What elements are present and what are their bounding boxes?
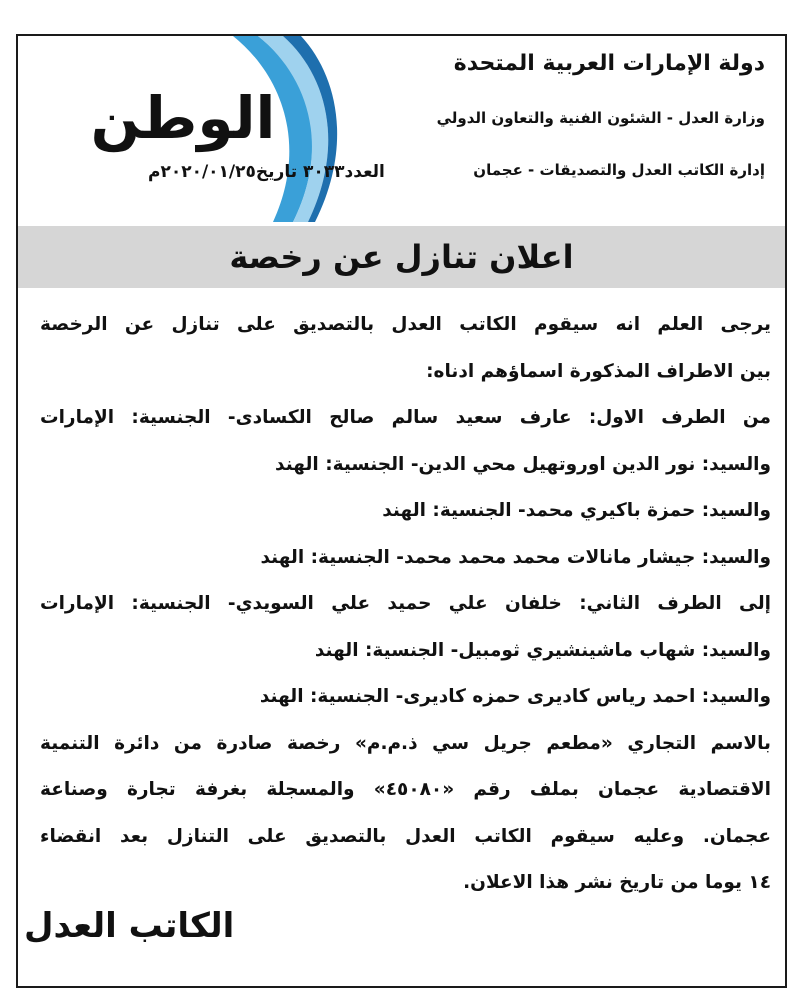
body-line: والسيد: احمد رياس كاديرى حمزه كاديرى- الجنسية: الهند — [259, 686, 771, 707]
body-line: بالاسم التجاري «مطعم جريل سي ذ.م.م» رخصة صادرة من دائرة التنمية — [40, 732, 771, 754]
body-line: والسيد: نور الدين اوروتهيل محي الدين- الجنسية: الهند — [275, 453, 771, 475]
body-line: بين الاطراف المذكورة اسماؤهم ادناه: — [426, 360, 771, 382]
issuer-header — [365, 44, 765, 182]
signature-notary: الكاتب العدل — [24, 906, 235, 946]
newspaper-name: الوطن — [90, 84, 276, 152]
body-line: من الطرف الاول: عارف سعيد سالم صالح الكسادى- الجنسية: الإمارات — [40, 407, 771, 428]
issue-number-date: العدد٣٠٣٣ تاريخ٢٠٢٠/٠١/٢٥م — [148, 162, 385, 182]
body-line: عجمان. وعليه سيقوم الكاتب العدل بالتصديق على التنازل بعد انقضاء — [40, 825, 771, 847]
body-line: والسيد: حمزة باكيري محمد- الجنسية: الهند — [382, 500, 771, 521]
department-name: إدارة الكاتب العدل والتصديقات - عجمان — [473, 161, 765, 179]
body-line: والسيد: جيشار مانالات محمد محمد محمد- الجنسية: الهند — [260, 546, 771, 568]
body-line: والسيد: شهاب ماشينشيري ثومبيل- الجنسية: الهند — [314, 639, 771, 661]
notice-title: اعلان تنازل عن رخصة — [229, 238, 574, 276]
body-line: إلى الطرف الثاني: خلفان علي حميد علي السويدي- الجنسية: الإمارات — [40, 593, 771, 614]
country-name: دولة الإمارات العربية المتحدة — [453, 51, 765, 76]
notice-frame — [16, 34, 787, 988]
notice-body — [40, 302, 771, 907]
body-line: يرجى العلم انه سيقوم الكاتب العدل بالتصديق على تنازل عن الرخصة — [40, 314, 771, 335]
body-line: ١٤ يوما من تاريخ نشر هذا الاعلان. — [463, 872, 771, 893]
ministry-name: وزارة العدل - الشئون الفنية والتعاون الدولي — [436, 109, 765, 127]
body-line: الاقتصادية عجمان بملف رقم «٤٥٠٨٠» والمسجلة بغرفة تجارة وصناعة — [40, 779, 771, 800]
title-band — [18, 226, 785, 288]
